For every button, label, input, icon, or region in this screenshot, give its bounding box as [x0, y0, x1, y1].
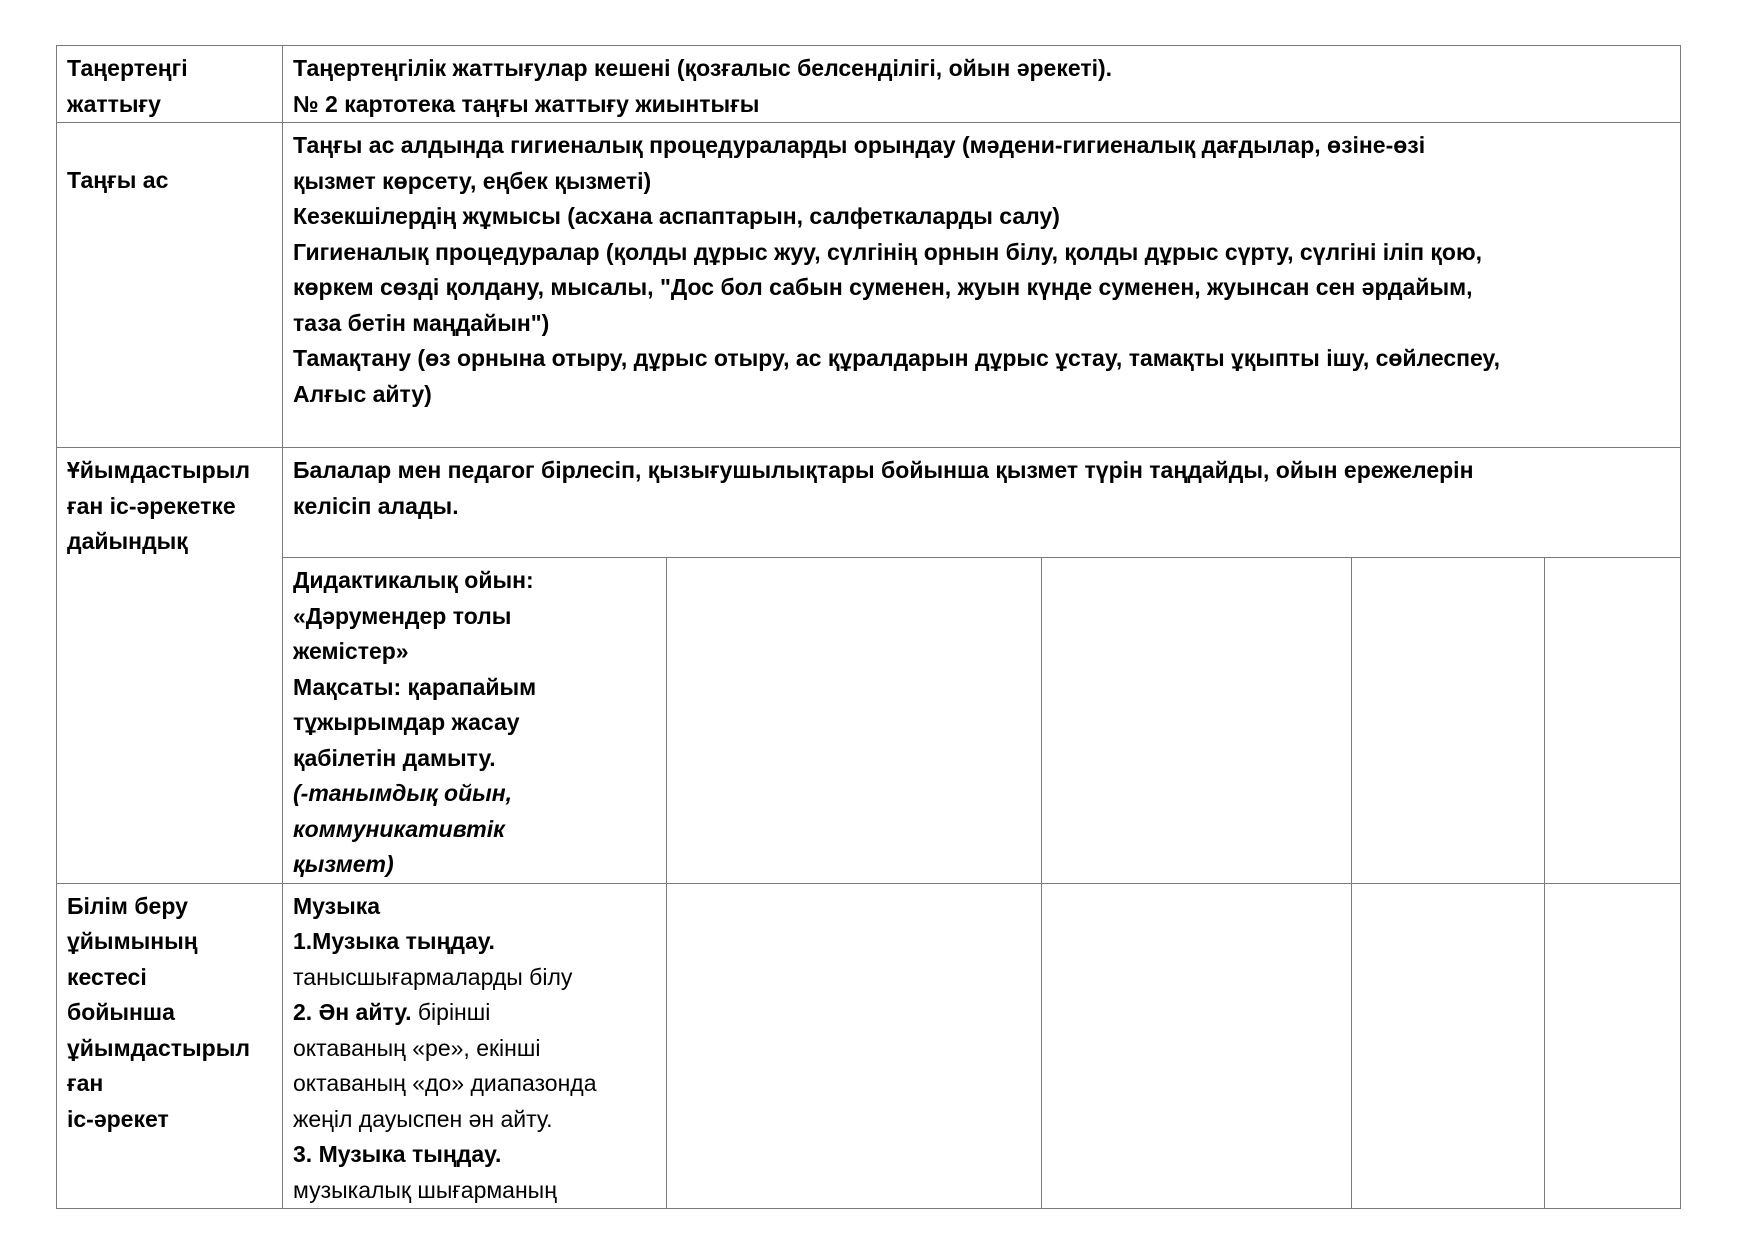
content-preparation: Балалар мен педагог бірлесіп, қызығушылықтары бойынша қызмет түрін таңдайды, ойын ережелерін келісіп алады. [283, 448, 1681, 558]
empty-cell [1545, 883, 1681, 1209]
row-schedule [57, 883, 1681, 1209]
content-breakfast: Таңғы ас алдында гигиеналық процедураларды орындау (мәдени-гигиеналық дағдылар, өзіне-өзі қызмет көрсету, еңбек қызметі) Кезекшілердің жұмысы (асхана аспаптарын, салфеткаларды салу) Гигиеналық процедуралар (қолды дұрыс жуу, сүлгінің орнын білу, қолды дұрыс сүрту, сүлгіні іліп қою, көркем сөзді қолдану, мысалы, "Дос бол сабын суменен, жуын күнде суменен, жуынсан сен әрдайым, таза бетін маңдайын") Тамақтану (өз орнына отыру, дұрыс отыру, ас құралдарын дұрыс ұстау, тамақты ұқыпты ішу, сөйлеспеу, Алғыс айту) [283, 123, 1681, 448]
empty-cell [1042, 558, 1352, 884]
row-morning-exercise [57, 46, 1681, 123]
empty-cell [667, 558, 1042, 884]
empty-cell [1042, 883, 1352, 1209]
empty-cell [1352, 558, 1545, 884]
row-didactic-game [57, 558, 1681, 884]
content-morning-exercise: Таңертеңгілік жаттығулар кешені (қозғалыс белсенділігі, ойын әрекеті). № 2 картотека таңғы жаттығу жиынтығы [283, 46, 1681, 123]
music-cell: Музыка 1.Музыка тыңдау. танысшығармаларды білу 2. Ән айту. бірінші октаваның «ре», екінші октаваның «до» диапазонда жеңіл дауыспен ән айту. 3. Музыка тыңдау. музыкалық шығарманың [283, 883, 667, 1209]
empty-cell [1352, 883, 1545, 1209]
label-morning-exercise: Таңертеңгі жаттығу [57, 46, 283, 123]
daily-plan-table [56, 45, 1681, 1209]
label-preparation: Ұйымдастырыл ған іс-әрекетке дайындық [57, 448, 283, 884]
empty-cell [667, 883, 1042, 1209]
row-preparation [57, 448, 1681, 558]
row-breakfast [57, 123, 1681, 448]
label-schedule: Білім беру ұйымының кестесі бойынша ұйымдастырыл ған іс-әрекет [57, 883, 283, 1209]
didactic-game-cell: Дидактикалық ойын: «Дәрумендер толы жемістер» Мақсаты: қарапайым тұжырымдар жасау қабілетін дамыту. (-танымдық ойын, коммуникативтік қызмет) [283, 558, 667, 884]
label-breakfast: Таңғы ас [57, 123, 283, 448]
empty-cell [1545, 558, 1681, 884]
